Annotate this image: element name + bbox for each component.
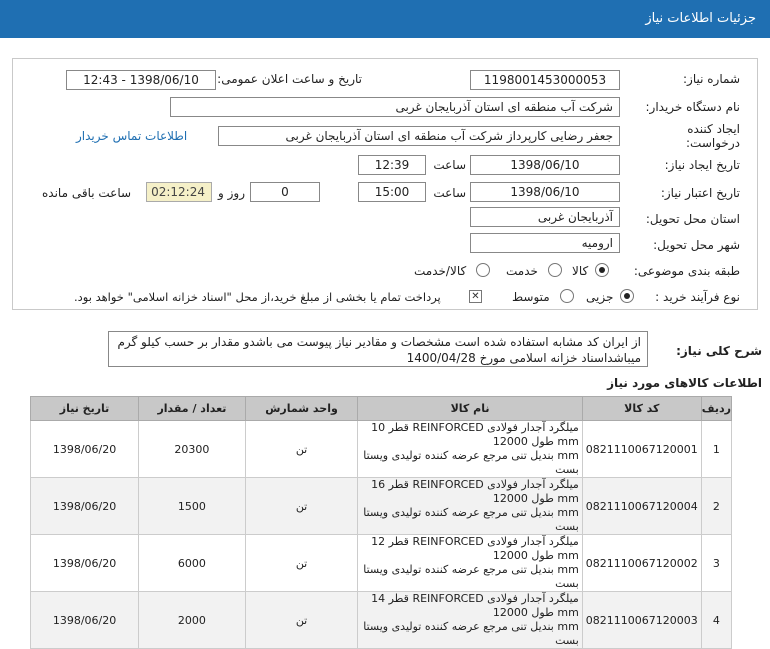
days-field[interactable]: 0	[250, 182, 320, 202]
row-name-line-1: میلگرد آجدار فولادی REINFORCED قطر 10 mm طول 12000	[371, 421, 579, 448]
treasury-payment-checkbox[interactable]: ✕	[469, 290, 482, 303]
col-index-header: ردیف	[701, 397, 731, 421]
created-time-label: ساعت	[433, 158, 466, 172]
row-unit: تن	[245, 592, 358, 649]
description-box	[108, 331, 648, 367]
creator-label-1: ایجاد کننده	[687, 122, 740, 136]
row-name	[358, 478, 583, 535]
row-qty: 1500	[139, 478, 246, 535]
table-header-row	[31, 397, 732, 421]
validity-time-field[interactable]: 15:00	[358, 182, 426, 202]
buyer-field[interactable]: شرکت آب منطقه ای استان آذربایجان غربی	[170, 97, 620, 117]
city-label: شهر محل تحویل:	[653, 238, 740, 252]
creator-field[interactable]: جعفر رضایی کارپرداز شرکت آب منطقه ای استان آذربایجان غربی	[218, 126, 620, 146]
city-field[interactable]: ارومیه	[470, 233, 620, 253]
row-qty: 2000	[139, 592, 246, 649]
created-time-field[interactable]: 12:39	[358, 155, 426, 175]
row-code: 0821110067120001	[582, 421, 701, 478]
items-section-title: اطلاعات کالاهای مورد نیاز	[607, 376, 762, 390]
category-option-goods: کالا	[572, 264, 589, 278]
province-field[interactable]: آذربایجان غربی	[470, 207, 620, 227]
process-radio-medium[interactable]	[560, 289, 574, 303]
row-date: 1398/06/20	[31, 535, 139, 592]
row-code: 0821110067120003	[582, 592, 701, 649]
row-name	[358, 592, 583, 649]
row-name	[358, 421, 583, 478]
row-unit: تن	[245, 421, 358, 478]
description-line-2: میباشداسناد خزانه اسلامی مورخ 1400/04/28	[406, 351, 641, 365]
row-name	[358, 535, 583, 592]
remaining-label: ساعت باقی مانده	[42, 186, 132, 200]
created-date-label: تاریخ ایجاد نیاز:	[664, 158, 740, 172]
validity-label: تاریخ اعتبار نیاز:	[660, 186, 740, 200]
page-header	[0, 0, 770, 38]
need-number-label: شماره نیاز:	[683, 72, 740, 86]
row-date: 1398/06/20	[31, 478, 139, 535]
row-name-line-2: mm بندیل تنی مرجع عرضه کننده تولیدی ویستا بست	[363, 563, 579, 590]
announce-field[interactable]: 1398/06/10 - 12:43	[66, 70, 216, 90]
table-row[interactable]	[31, 535, 732, 592]
description-label: شرح کلی نیاز:	[676, 344, 762, 358]
buyer-label: نام دستگاه خریدار:	[645, 100, 740, 114]
table-row[interactable]	[31, 421, 732, 478]
col-date-header: تاریخ نیاز	[31, 397, 139, 421]
process-option-minor: جزیی	[586, 290, 614, 304]
col-name-header: نام کالا	[358, 397, 583, 421]
category-radio-goods-service[interactable]	[476, 263, 490, 277]
row-code: 0821110067120004	[582, 478, 701, 535]
row-index: 3	[701, 535, 731, 592]
process-label: نوع فرآیند خرید :	[655, 290, 740, 304]
created-date-field[interactable]: 1398/06/10	[470, 155, 620, 175]
row-name-line-1: میلگرد آجدار فولادی REINFORCED قطر 12 mm طول 12000	[371, 535, 579, 562]
description-line-1: از ایران کد مشابه استفاده شده است مشخصات و مقادیر نیاز پیوست می باشدو مقدار بر حسب کیلو گرم	[117, 335, 641, 349]
row-index: 2	[701, 478, 731, 535]
process-radio-minor[interactable]	[620, 289, 634, 303]
need-number-field[interactable]: 1198001453000053	[470, 70, 620, 90]
validity-date-field[interactable]: 1398/06/10	[470, 182, 620, 202]
announce-label: تاریخ و ساعت اعلان عمومی:	[217, 72, 362, 86]
page-title: جزئیات اطلاعات نیاز	[645, 11, 756, 26]
table-row[interactable]	[31, 592, 732, 649]
col-qty-header: تعداد / مقدار	[139, 397, 246, 421]
province-label: استان محل تحویل:	[645, 212, 740, 226]
row-qty: 20300	[139, 421, 246, 478]
row-name-line-2: mm بندیل تنی مرجع عرضه کننده تولیدی ویستا بست	[363, 620, 579, 647]
row-name-line-1: میلگرد آجدار فولادی REINFORCED قطر 16 mm طول 12000	[371, 478, 579, 505]
validity-time-label: ساعت	[433, 186, 466, 200]
row-unit: تن	[245, 535, 358, 592]
row-name-line-1: میلگرد آجدار فولادی REINFORCED قطر 14 mm طول 12000	[371, 592, 579, 619]
process-option-medium: متوسط	[512, 290, 550, 304]
row-code: 0821110067120002	[582, 535, 701, 592]
items-table	[30, 396, 732, 649]
days-label: روز و	[218, 186, 245, 200]
row-unit: تن	[245, 478, 358, 535]
col-unit-header: واحد شمارش	[245, 397, 358, 421]
row-date: 1398/06/20	[31, 421, 139, 478]
payment-note: پرداخت تمام یا بخشی از مبلغ خرید،از محل "اسناد خزانه اسلامی" خواهد بود.	[74, 290, 441, 304]
category-label: طبقه بندی موضوعی:	[633, 264, 740, 278]
category-option-service: خدمت	[506, 264, 538, 278]
table-row[interactable]	[31, 478, 732, 535]
row-date: 1398/06/20	[31, 592, 139, 649]
creator-label-2: درخواست:	[686, 136, 740, 150]
buyer-contact-link[interactable]: اطلاعات تماس خریدار	[76, 129, 188, 143]
category-option-goods-service: کالا/خدمت	[414, 264, 467, 278]
col-code-header: کد کالا	[582, 397, 701, 421]
row-name-line-2: mm بندیل تنی مرجع عرضه کننده تولیدی ویستا بست	[363, 506, 579, 533]
row-qty: 6000	[139, 535, 246, 592]
row-name-line-2: mm بندیل تنی مرجع عرضه کننده تولیدی ویستا بست	[363, 449, 579, 476]
row-index: 1	[701, 421, 731, 478]
category-radio-goods[interactable]	[595, 263, 609, 277]
row-index: 4	[701, 592, 731, 649]
remaining-time-field: 02:12:24	[146, 182, 212, 202]
category-radio-service[interactable]	[548, 263, 562, 277]
